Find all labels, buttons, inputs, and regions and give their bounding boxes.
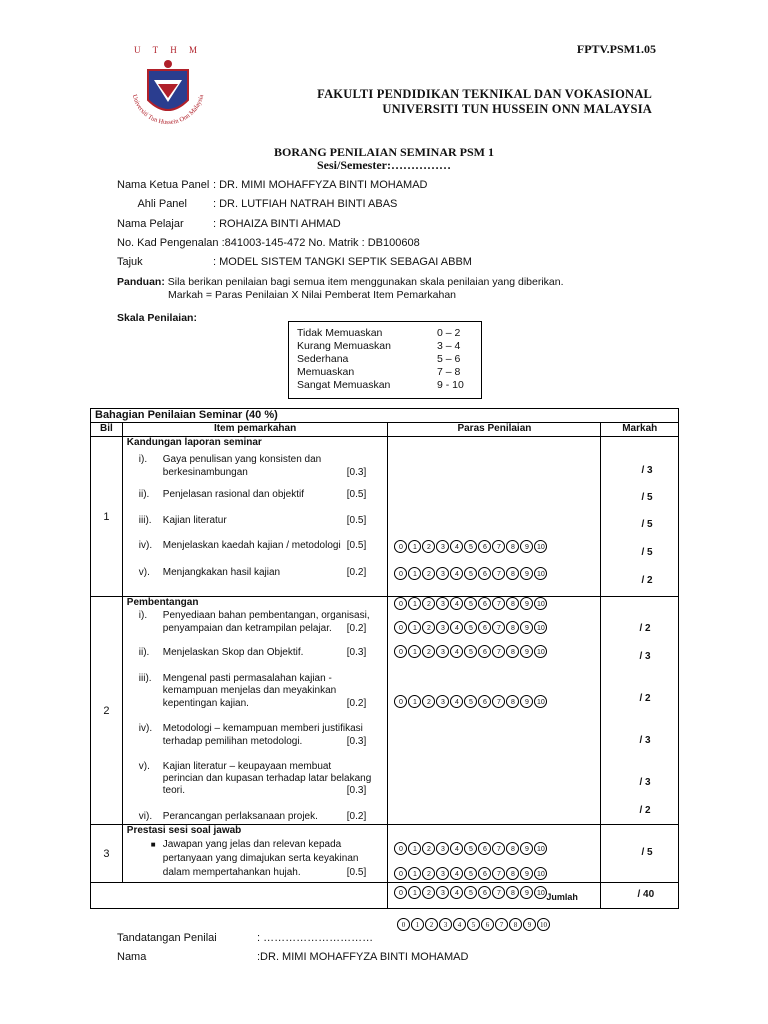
session-line: Sesi/Semester:…………… — [317, 158, 451, 172]
rating-option-circle[interactable]: 7 — [492, 886, 505, 899]
rating-option-circle[interactable]: 7 — [492, 540, 505, 553]
rating-option-circle[interactable]: 8 — [506, 695, 519, 708]
nama-label: Nama — [117, 951, 147, 963]
s1-item-2: ii). Penjelasan rasional dan objektif [0.5] — [138, 489, 367, 500]
rating-option-circle[interactable]: 0 — [397, 918, 410, 931]
rating-option-circle[interactable]: 8 — [506, 540, 519, 553]
rating-option-circle[interactable]: 9 — [520, 540, 533, 553]
rating-option-circle[interactable]: 2 — [422, 867, 435, 880]
rating-option-circle[interactable]: 4 — [450, 867, 463, 880]
rating-option-circle[interactable]: 4 — [450, 597, 463, 610]
rating-option-circle[interactable]: 2 — [422, 621, 435, 634]
rating-option-circle[interactable]: 8 — [506, 886, 519, 899]
rating-option-circle[interactable]: 10 — [534, 621, 547, 634]
section-1-items — [122, 437, 388, 597]
rating-option-circle[interactable]: 1 — [408, 621, 421, 634]
rating-option-circle[interactable]: 2 — [422, 597, 435, 610]
skala-label: Skala Penilaian: — [117, 312, 197, 324]
rating-option-circle[interactable]: 5 — [464, 567, 477, 580]
col-item: Item pemarkahan — [122, 423, 388, 437]
s2-item-1: i). Penyediaan bahan pembentangan, organisasi, penyampaian dan ketrampilan pelajar. [0.2] — [138, 610, 370, 634]
s3-paras — [388, 825, 601, 883]
rating-option-circle[interactable]: 2 — [422, 886, 435, 899]
rating-option-circle[interactable]: 10 — [534, 842, 547, 855]
rating-scale[interactable] — [394, 621, 547, 634]
jumlah-mark: / 40 — [637, 889, 655, 900]
jumlah-markah — [601, 883, 679, 909]
scale-row: Sangat Memuaskan 9 - 10 — [297, 379, 464, 391]
s1-mark-2: / 5 — [641, 492, 653, 503]
rating-option-circle[interactable]: 3 — [436, 842, 449, 855]
section-title: Bahagian Penilaian Seminar (40 %) — [91, 409, 679, 423]
rating-option-circle[interactable]: 5 — [464, 621, 477, 634]
rating-option-circle[interactable]: 5 — [464, 842, 477, 855]
rating-option-circle[interactable]: 8 — [509, 918, 522, 931]
rating-option-circle[interactable]: 0 — [394, 842, 407, 855]
rating-option-circle[interactable]: 0 — [394, 867, 407, 880]
assessment-table — [90, 408, 679, 909]
rating-option-circle[interactable]: 6 — [478, 695, 491, 708]
rating-option-circle[interactable]: 0 — [394, 597, 407, 610]
s2-mark-5: / 3 — [639, 777, 651, 788]
rating-option-circle[interactable]: 8 — [506, 597, 519, 610]
s2-mark-2: / 3 — [639, 651, 651, 662]
info-tajuk — [117, 256, 472, 268]
rating-option-circle[interactable]: 4 — [450, 621, 463, 634]
rating-option-circle[interactable]: 4 — [450, 567, 463, 580]
s2-paras — [388, 597, 601, 825]
rating-option-circle[interactable]: 10 — [534, 567, 547, 580]
rating-option-circle[interactable]: 0 — [394, 645, 407, 658]
rating-option-circle[interactable]: 3 — [439, 918, 452, 931]
tajuk-label: Tajuk — [117, 256, 143, 268]
section-2-items — [122, 597, 388, 825]
logo-arc-text: Universiti Tun Hussein Onn Malaysia — [130, 93, 206, 127]
s1-mark-1: / 3 — [641, 465, 653, 476]
rating-option-circle[interactable]: 9 — [520, 621, 533, 634]
pelajar-label: Nama Pelajar — [117, 218, 184, 230]
rating-option-circle[interactable]: 4 — [450, 886, 463, 899]
rating-option-circle[interactable]: 1 — [408, 645, 421, 658]
rating-option-circle[interactable]: 10 — [534, 645, 547, 658]
rating-scale[interactable] — [394, 695, 547, 708]
rating-option-circle[interactable]: 1 — [411, 918, 424, 931]
scale-row: Kurang Memuaskan 3 – 4 — [297, 340, 461, 352]
section-3-items — [122, 825, 388, 883]
form-title: BORANG PENILAIAN SEMINAR PSM 1 — [273, 145, 494, 159]
rating-option-circle[interactable]: 9 — [520, 567, 533, 580]
rating-option-circle[interactable]: 5 — [464, 597, 477, 610]
rating-option-circle[interactable]: 5 — [464, 886, 477, 899]
rating-option-circle[interactable]: 1 — [408, 867, 421, 880]
rating-scale[interactable] — [394, 567, 547, 580]
rating-option-circle[interactable]: 9 — [520, 645, 533, 658]
rating-option-circle[interactable]: 6 — [481, 918, 494, 931]
faculty-name: FAKULTI PENDIDIKAN TEKNIKAL DAN VOKASIONAL — [317, 87, 652, 101]
scale-box — [288, 321, 482, 399]
nama-value: :DR. MIMI MOHAFFYZA BINTI MOHAMAD — [257, 951, 469, 963]
info-kp: No. Kad Pengenalan :841003-145-472 No. Matrik : DB100608 — [117, 237, 420, 249]
s2-mark-1: / 2 — [639, 623, 651, 634]
jumlah-label: Jumlah — [546, 892, 578, 902]
rating-option-circle[interactable]: 8 — [506, 842, 519, 855]
col-markah: Markah — [601, 423, 679, 437]
rating-option-circle[interactable]: 4 — [450, 645, 463, 658]
rating-option-circle[interactable]: 7 — [492, 695, 505, 708]
pelajar-value: : ROHAIZA BINTI AHMAD — [213, 218, 341, 230]
jumlah-paras — [388, 883, 601, 909]
s1-paras — [388, 437, 601, 597]
rating-option-circle[interactable]: 7 — [492, 867, 505, 880]
scale-row: Memuaskan 7 – 8 — [297, 366, 461, 378]
rating-scale[interactable] — [394, 886, 547, 899]
rating-option-circle[interactable]: 1 — [408, 886, 421, 899]
rating-option-circle[interactable]: 2 — [422, 567, 435, 580]
rating-option-circle[interactable]: 9 — [520, 695, 533, 708]
bil-3: 3 — [91, 825, 123, 883]
s2-mark-4: / 3 — [639, 735, 651, 746]
s2-item-5: v). Kajian literatur – keupayaan membuat perincian dan kupasan terhadap latar belakang teori. [0.3] — [138, 761, 372, 796]
rating-option-circle[interactable]: 3 — [436, 695, 449, 708]
s1-markah — [601, 437, 679, 597]
sign-value: : ………………………… — [257, 932, 374, 944]
rating-option-circle[interactable]: 1 — [408, 540, 421, 553]
s3-heading: Prestasi sesi soal jawab — [126, 825, 242, 836]
rating-option-circle[interactable]: 9 — [520, 597, 533, 610]
tajuk-value: : MODEL SISTEM TANGKI SEPTIK SEBAGAI ABBM — [213, 256, 472, 268]
rating-option-circle[interactable]: 9 — [520, 886, 533, 899]
document-code: FPTV.PSM1.05 — [576, 42, 656, 56]
rating-option-circle[interactable]: 4 — [450, 540, 463, 553]
ketua-label: Nama Ketua Panel — [117, 179, 210, 191]
s2-item-6: vi). Perancangan perlaksanaan projek. [0.2] — [138, 811, 367, 822]
markah-formula: Markah = Paras Penilaian X Nilai Pemberat Item Pemarkahan — [168, 289, 457, 301]
rating-option-circle[interactable]: 6 — [478, 567, 491, 580]
rating-option-circle[interactable]: 0 — [394, 621, 407, 634]
rating-scale[interactable] — [394, 867, 547, 880]
info-pelajar — [117, 218, 341, 230]
rating-option-circle[interactable]: 10 — [534, 695, 547, 708]
rating-option-circle[interactable]: 5 — [464, 867, 477, 880]
rating-option-circle[interactable]: 8 — [506, 645, 519, 658]
ketua-value: : DR. MIMI MOHAFFYZA BINTI MOHAMAD — [213, 179, 428, 191]
panduan-text: Sila berikan penilaian bagi semua item menggunakan skala penilaian yang diberikan. — [167, 276, 564, 288]
rating-option-circle[interactable]: 8 — [506, 867, 519, 880]
rating-option-circle[interactable]: 5 — [464, 540, 477, 553]
panduan — [117, 276, 564, 288]
s3-mark: / 5 — [641, 847, 653, 858]
rating-option-circle[interactable]: 6 — [478, 842, 491, 855]
rating-option-circle[interactable]: 7 — [492, 842, 505, 855]
rating-option-circle[interactable]: 7 — [492, 621, 505, 634]
rating-option-circle[interactable]: 6 — [478, 645, 491, 658]
rating-option-circle[interactable]: 1 — [408, 695, 421, 708]
s2-item-2: ii). Menjelaskan Skop dan Objektif. [0.3] — [138, 647, 367, 658]
scale-row: Sederhana 5 – 6 — [297, 353, 461, 365]
rating-option-circle[interactable]: 3 — [436, 540, 449, 553]
rating-scale[interactable] — [397, 918, 550, 931]
rating-option-circle[interactable]: 5 — [467, 918, 480, 931]
scale-row: Tidak Memuaskan 0 – 2 — [297, 327, 461, 339]
university-name: UNIVERSITI TUN HUSSEIN ONN MALAYSIA — [382, 102, 652, 116]
bullet-icon: ■ — [150, 840, 156, 849]
rating-option-circle[interactable]: 1 — [408, 567, 421, 580]
rating-option-circle[interactable]: 2 — [422, 540, 435, 553]
rating-option-circle[interactable]: 2 — [422, 842, 435, 855]
ahli-value: : DR. LUTFIAH NATRAH BINTI ABAS — [213, 198, 398, 210]
s1-item-5: v). Menjangkakan hasil kajian [0.2] — [138, 567, 367, 578]
uthm-logo — [118, 40, 218, 140]
rating-option-circle[interactable]: 8 — [506, 567, 519, 580]
bil-1: 1 — [91, 437, 123, 597]
rating-option-circle[interactable]: 9 — [523, 918, 536, 931]
nama-line — [117, 951, 468, 963]
rating-option-circle[interactable]: 10 — [534, 886, 547, 899]
rating-option-circle[interactable]: 5 — [464, 645, 477, 658]
rating-option-circle[interactable]: 7 — [492, 597, 505, 610]
s1-item-1: i). Gaya penulisan yang konsisten dan berkesinambungan [0.3] — [138, 454, 367, 478]
rating-option-circle[interactable]: 2 — [422, 695, 435, 708]
s2-mark-3: / 2 — [639, 693, 651, 704]
rating-scale[interactable] — [394, 645, 547, 658]
s2-heading: Pembentangan — [126, 597, 199, 608]
sign-label: Tandatangan Penilai — [117, 932, 217, 944]
logo-letters: U T H M — [134, 45, 202, 55]
s1-item-4: iv). Menjelaskan kaedah kajian / metodologi [0.5] — [138, 540, 367, 551]
rating-option-circle[interactable]: 9 — [520, 842, 533, 855]
sign-line — [117, 932, 373, 944]
s2-mark-6: / 2 — [639, 805, 651, 816]
rating-option-circle[interactable]: 0 — [394, 567, 407, 580]
info-ketua — [117, 179, 428, 191]
col-bil: Bil — [91, 423, 123, 437]
rating-option-circle[interactable]: 0 — [394, 695, 407, 708]
rating-option-circle[interactable]: 3 — [436, 621, 449, 634]
rating-option-circle[interactable]: 6 — [478, 621, 491, 634]
rating-option-circle[interactable]: 0 — [394, 886, 407, 899]
rating-option-circle[interactable]: 6 — [478, 540, 491, 553]
s1-mark-4: / 5 — [641, 547, 653, 558]
col-paras: Paras Penilaian — [388, 423, 601, 437]
s1-mark-5: / 2 — [641, 575, 653, 586]
s1-heading: Kandungan laporan seminar — [126, 437, 262, 448]
rating-scale[interactable] — [394, 842, 547, 855]
rating-option-circle[interactable]: 7 — [495, 918, 508, 931]
rating-option-circle[interactable]: 7 — [492, 567, 505, 580]
s2-item-4: iv). Metodologi – kemampuan memberi justifikasi terhadap pemilihan metodologi. [0.3] — [138, 723, 367, 747]
rating-option-circle[interactable]: 5 — [464, 695, 477, 708]
rating-option-circle[interactable]: 4 — [450, 842, 463, 855]
rating-option-circle[interactable]: 6 — [478, 886, 491, 899]
rating-option-circle[interactable]: 6 — [478, 597, 491, 610]
s1-mark-3: / 5 — [641, 519, 653, 530]
s3-item-1: ■ Jawapan yang jelas dan relevan kepada pertanyaan yang dimajukan serta keyakinan dalam mempertahankan hujah. [0.5] — [150, 839, 367, 878]
rating-option-circle[interactable]: 4 — [450, 695, 463, 708]
s1-item-3: iii). Kajian literatur [0.5] — [138, 515, 367, 526]
s3-markah — [601, 825, 679, 883]
rating-option-circle[interactable]: 2 — [425, 918, 438, 931]
ahli-label: Ahli Panel — [137, 198, 187, 210]
info-ahli — [117, 198, 397, 210]
panduan-label: Panduan: — [117, 276, 165, 288]
rating-option-circle[interactable]: 2 — [422, 645, 435, 658]
rating-option-circle[interactable]: 10 — [534, 597, 547, 610]
rating-option-circle[interactable]: 8 — [506, 621, 519, 634]
rating-option-circle[interactable]: 3 — [436, 867, 449, 880]
jumlah-blank — [91, 883, 388, 909]
rating-scale[interactable] — [394, 540, 547, 553]
bil-2: 2 — [91, 597, 123, 825]
rating-option-circle[interactable]: 7 — [492, 645, 505, 658]
rating-option-circle[interactable]: 9 — [520, 867, 533, 880]
rating-option-circle[interactable]: 3 — [436, 597, 449, 610]
rating-option-circle[interactable]: 1 — [408, 842, 421, 855]
rating-option-circle[interactable]: 10 — [534, 540, 547, 553]
rating-scale[interactable] — [394, 597, 547, 610]
rating-option-circle[interactable]: 0 — [394, 540, 407, 553]
rating-option-circle[interactable]: 4 — [453, 918, 466, 931]
rating-option-circle[interactable]: 6 — [478, 867, 491, 880]
rating-option-circle[interactable]: 3 — [436, 886, 449, 899]
rating-option-circle[interactable]: 10 — [534, 867, 547, 880]
rating-option-circle[interactable]: 3 — [436, 645, 449, 658]
s2-markah — [601, 597, 679, 825]
rating-option-circle[interactable]: 1 — [408, 597, 421, 610]
s2-item-3: iii). Mengenal pasti permasalahan kajian - kemampuan menjelas dan meyakinkan kepentingan kajian. [0.2] — [138, 673, 367, 709]
rating-option-circle[interactable]: 3 — [436, 567, 449, 580]
rating-option-circle[interactable]: 10 — [537, 918, 550, 931]
